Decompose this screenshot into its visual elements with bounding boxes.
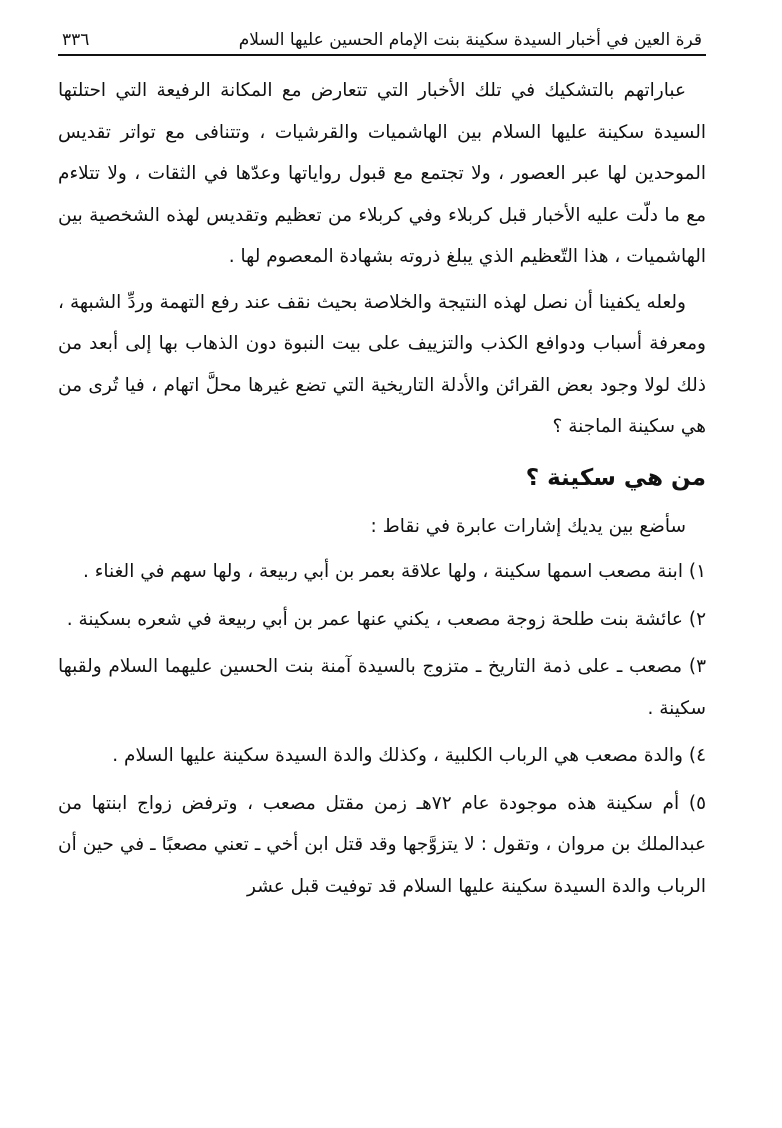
paragraph: عباراتهم بالتشكيك في تلك الأخبار التي تتعارض مع المكانة الرفيعة التي احتلتها السيدة سكينة عليها السلام بين الهاشميات والقرشيات ، وتتنافى مع تواتر تقديس الموحدين لها عبر العصور ، ولا تجتمع مع قبول رواياتها وعدّها في الثقات ، ولا تتلاءم مع ما دلّت عليه الأخبار قبل كربلاء وفي كربلاء من تعظيم وتقديس لهذه الشخصية بين الهاشميات ، هذا التّعظيم الذي يبلغ ذروته بشهادة المعصوم لها . <box>58 80 706 267</box>
list-item: ٢) عائشة بنت طلحة زوجة مصعب ، يكني عنها عمر بن أبي ربيعة في شعره بسكينة . <box>66 608 706 630</box>
section-intro: سأضع بين يديك إشارات عابرة في نقاط : <box>370 515 686 537</box>
paragraph: ولعله يكفينا أن نصل لهذه النتيجة والخلاصة بحيث نقف عند رفع التهمة وردِّ الشبهة ، ومعرفة أسباب ودوافع الكذب والتزييف على بيت النبوة دون الذهاب بها إلى أبعد من ذلك لولا وجود بعض القرائن والأدلة التاريخية التي تضع غيرها محلَّ اتهام ، فيا تُرى من هي سكينة الماجنة ؟ <box>58 291 706 437</box>
page-body <box>58 70 706 907</box>
section-heading: من هي سكينة ؟ <box>525 464 706 491</box>
running-header <box>58 22 706 56</box>
list-item: ٥) أم سكينة هذه موجودة عام ٧٢هـ زمن مقتل مصعب ، وترفض زواج ابنتها من عبدالملك بن مروان ، وتقول : لا يتزوَّجها وقد قتل ابن أخي ـ تعني مصعبًا ـ في حين أن الرباب والدة السيدة سكينة عليها السلام قد توفيت قبل عشر <box>58 792 706 897</box>
book-page <box>58 22 706 1112</box>
book-title: قرة العين في أخبار السيدة سكينة بنت الإمام الحسين عليها السلام <box>238 30 702 50</box>
list-item: ٤) والدة مصعب هي الرباب الكلبية ، وكذلك والدة السيدة سكينة عليها السلام . <box>112 745 706 766</box>
list-item: ٣) مصعب ـ على ذمة التاريخ ـ متزوج بالسيدة آمنة بنت الحسين عليهما السلام ولقبها سكينة . <box>58 656 706 719</box>
page-number: ٣٣٦ <box>62 30 90 50</box>
list-item: ١) ابنة مصعب اسمها سكينة ، ولها علاقة بعمر بن أبي ربيعة ، ولها سهم في الغناء . <box>82 561 706 582</box>
